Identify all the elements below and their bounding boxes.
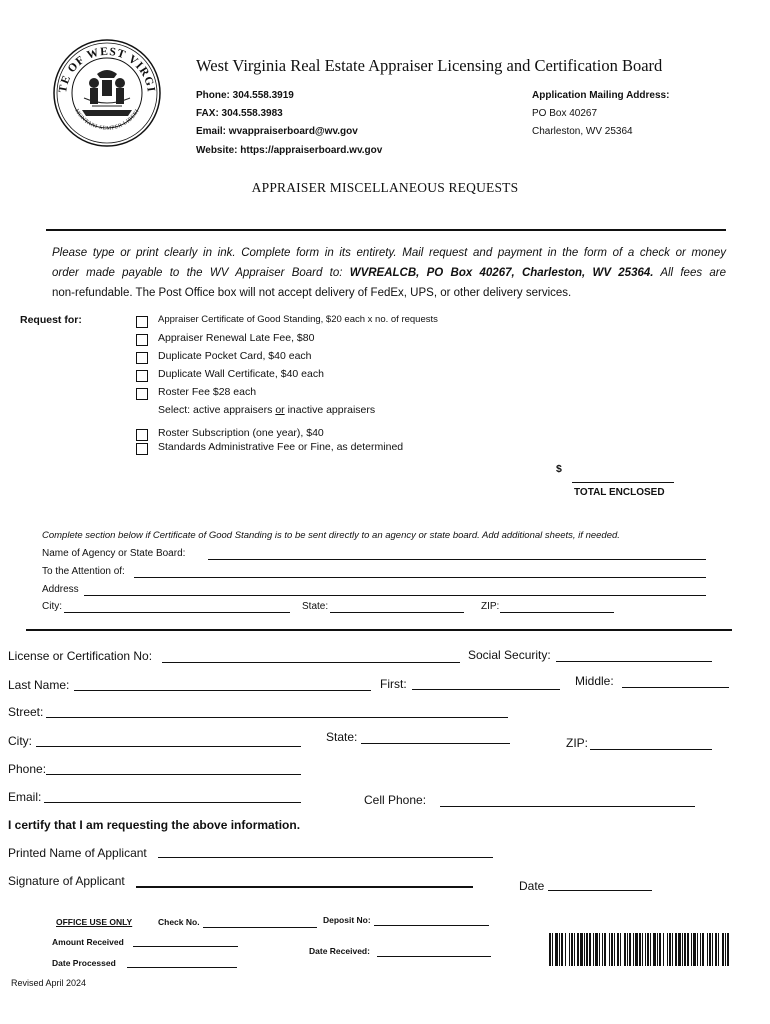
website-text: Website: https://appraiserboard.wv.gov <box>196 145 383 156</box>
barcode-bar <box>595 933 598 966</box>
seal-motto: MONTANI SEMPER LIBERI <box>73 108 141 132</box>
agency-divider <box>26 629 732 631</box>
checkbox-duplicate-wall-certificate[interactable] <box>136 370 148 382</box>
barcode-bar <box>718 933 719 966</box>
agency-zip-label: ZIP: <box>481 601 500 612</box>
state-seal <box>52 38 162 148</box>
barcode-bar <box>709 933 711 966</box>
barcode-bar <box>657 933 658 966</box>
instructions-line3: non-refundable. The Post Office box will not accept delivery of FedEx, UPS, or other delivery services. <box>52 287 572 299</box>
instructions-line2 <box>52 263 726 283</box>
agency-city-field[interactable] <box>64 612 290 613</box>
printed-name-label: Printed Name of Applicant <box>8 846 147 860</box>
mailing-address-line1: PO Box 40267 <box>532 108 598 119</box>
barcode-bar <box>682 933 683 966</box>
roster-select-text <box>158 404 375 416</box>
barcode-bar <box>555 933 558 966</box>
phone-text: Phone: 304.558.3919 <box>196 90 294 101</box>
total-enclosed-field[interactable] <box>572 482 674 483</box>
roster-select-prefix: Select: active appraisers <box>158 404 276 416</box>
request-for-label: Request for: <box>20 314 82 326</box>
agency-state-field[interactable] <box>330 612 464 613</box>
barcode-bar <box>697 933 698 966</box>
agency-address-label: Address <box>42 584 79 595</box>
city-field[interactable] <box>36 746 301 747</box>
barcode-bar <box>571 933 573 966</box>
barcode-bar <box>627 933 628 966</box>
mailing-address-line2: Charleston, WV 25364 <box>532 126 633 137</box>
barcode-bar <box>675 933 677 966</box>
barcode-bar <box>653 933 656 966</box>
city-label: City: <box>8 734 32 748</box>
date-received-label: Date Received: <box>309 946 370 956</box>
org-title: West Virginia Real Estate Appraiser Licensing and Certification Board <box>196 56 663 75</box>
phone-label: Phone: <box>8 762 47 776</box>
barcode-bar <box>659 933 661 966</box>
attention-field[interactable] <box>134 577 706 578</box>
barcode-bar <box>602 933 603 966</box>
barcode-bar <box>614 933 615 966</box>
option-certificate-good-standing: Appraiser Certificate of Good Standing, $20 each x no. of requests <box>158 314 438 325</box>
email-field[interactable] <box>44 802 301 803</box>
email-label: Email: <box>8 790 42 804</box>
option-roster-fee: Roster Fee $28 each <box>158 386 257 398</box>
street-label: Street: <box>8 705 44 719</box>
signature-label: Signature of Applicant <box>8 874 125 888</box>
date-processed-field[interactable] <box>127 967 237 968</box>
date-label: Date <box>519 879 545 893</box>
check-no-field[interactable] <box>203 927 317 928</box>
barcode-bar <box>565 933 566 966</box>
amount-received-label: Amount Received <box>52 937 124 947</box>
date-received-field[interactable] <box>377 956 491 957</box>
agency-city-label: City: <box>42 601 62 612</box>
state-field[interactable] <box>361 743 510 744</box>
roster-select-or: or <box>275 404 285 416</box>
deposit-no-field[interactable] <box>374 925 489 926</box>
barcode-bar <box>715 933 717 966</box>
barcode-bar <box>650 933 651 966</box>
barcode-icon <box>549 933 731 966</box>
barcode-bar <box>639 933 641 966</box>
dollar-sign: $ <box>556 463 562 475</box>
barcode-bar <box>617 933 619 966</box>
barcode-bar <box>633 933 634 966</box>
signature-field[interactable] <box>136 886 473 888</box>
barcode-bar <box>727 933 729 966</box>
printed-name-field[interactable] <box>158 857 493 858</box>
title-divider <box>46 229 726 231</box>
phone-field[interactable] <box>46 774 301 775</box>
barcode-bar <box>663 933 664 966</box>
date-field[interactable] <box>548 890 652 891</box>
barcode-bar <box>684 933 686 966</box>
middle-name-field[interactable] <box>622 687 729 688</box>
email-text: Email: wvappraiserboard@wv.gov <box>196 126 358 137</box>
mail-to-address: WVREALCB, PO Box 40267, Charleston, WV 25364. <box>349 267 654 279</box>
zip-label: ZIP: <box>566 736 589 750</box>
last-name-label: Last Name: <box>8 678 70 692</box>
form-title: APPRAISER MISCELLANEOUS REQUESTS <box>251 180 519 195</box>
option-roster-subscription: Roster Subscription (one year), $40 <box>158 427 324 439</box>
barcode-bar <box>693 933 696 966</box>
barcode-bar <box>569 933 570 966</box>
barcode-bar <box>624 933 626 966</box>
last-name-field[interactable] <box>74 690 371 691</box>
barcode-bar <box>629 933 631 966</box>
barcode-bar <box>691 933 692 966</box>
barcode-bar <box>672 933 673 966</box>
barcode-bar <box>722 933 724 966</box>
barcode-bar <box>549 933 551 966</box>
first-name-label: First: <box>380 677 407 691</box>
barcode-bar <box>611 933 613 966</box>
checkbox-roster-subscription[interactable] <box>136 429 148 441</box>
barcode-bar <box>584 933 585 966</box>
barcode-bar <box>700 933 701 966</box>
barcode-bar <box>669 933 671 966</box>
option-standards-fee: Standards Administrative Fee or Fine, as determined <box>158 441 404 453</box>
total-enclosed-label: TOTAL ENCLOSED <box>574 487 665 498</box>
ssn-field[interactable] <box>556 661 712 662</box>
agency-state-label: State: <box>302 601 329 612</box>
instructions-line2-text: order made payable to the WV Appraiser Board to: <box>52 267 350 279</box>
barcode-bar <box>642 933 643 966</box>
barcode-bar <box>552 933 553 966</box>
option-duplicate-pocket-card: Duplicate Pocket Card, $40 each <box>158 350 312 362</box>
barcode-bar <box>586 933 588 966</box>
option-renewal-late-fee: Appraiser Renewal Late Fee, $80 <box>158 332 315 344</box>
instructions <box>52 243 726 303</box>
barcode-bar <box>599 933 600 966</box>
roster-select-suffix: inactive appraisers <box>284 404 376 416</box>
barcode-bar <box>589 933 591 966</box>
date-processed-label: Date Processed <box>52 958 116 968</box>
street-field[interactable] <box>46 717 508 718</box>
barcode-bar <box>645 933 646 966</box>
middle-name-label: Middle: <box>575 674 614 688</box>
agency-name-field[interactable] <box>208 559 706 560</box>
barcode-bar <box>702 933 704 966</box>
deposit-no-label: Deposit No: <box>323 915 371 925</box>
instructions-line1: Please type or print clearly in ink. Complete form in its entirety. Mail request and payment in the form of a check or money <box>52 247 726 259</box>
office-use-label: OFFICE USE ONLY <box>56 917 133 927</box>
agency-note: Complete section below if Certificate of Good Standing is to be sent directly to an agency or state board. Add additional sheets, if needed. <box>42 530 620 541</box>
barcode-bar <box>593 933 594 966</box>
barcode-bar <box>574 933 575 966</box>
ssn-label: Social Security: <box>468 648 551 662</box>
barcode-bar <box>577 933 579 966</box>
amount-received-field[interactable] <box>133 946 238 947</box>
agency-address-field[interactable] <box>84 595 706 596</box>
license-field[interactable] <box>162 662 460 663</box>
barcode-bar <box>678 933 681 966</box>
barcode-bar <box>707 933 708 966</box>
barcode-bar <box>561 933 563 966</box>
agency-zip-field[interactable] <box>500 612 614 613</box>
checkbox-roster-fee[interactable] <box>136 388 148 400</box>
barcode-bar <box>725 933 726 966</box>
instructions-line2-end: All fees are <box>653 267 726 279</box>
state-label: State: <box>326 730 358 744</box>
zip-field[interactable] <box>590 749 712 750</box>
option-duplicate-wall-certificate: Duplicate Wall Certificate, $40 each <box>158 368 324 380</box>
barcode-bar <box>604 933 606 966</box>
checkbox-renewal-late-fee[interactable] <box>136 334 148 346</box>
barcode-bar <box>647 933 649 966</box>
checkbox-duplicate-pocket-card[interactable] <box>136 352 148 364</box>
barcode <box>549 933 731 966</box>
barcode-bar <box>609 933 610 966</box>
certify-statement: I certify that I am requesting the above information. <box>8 818 301 832</box>
barcode-bar <box>667 933 668 966</box>
barcode-bar <box>635 933 638 966</box>
checkbox-certificate-good-standing[interactable] <box>136 316 148 328</box>
revised-date: Revised April 2024 <box>11 978 87 988</box>
agency-name-label: Name of Agency or State Board: <box>42 548 186 559</box>
license-label: License or Certification No: <box>8 649 153 663</box>
seal-icon <box>52 38 162 148</box>
checkbox-standards-fee[interactable] <box>136 443 148 455</box>
cell-phone-field[interactable] <box>440 806 695 807</box>
barcode-bar <box>580 933 583 966</box>
attention-label: To the Attention of: <box>42 566 125 577</box>
check-no-label: Check No. <box>158 917 200 927</box>
barcode-bar <box>620 933 621 966</box>
barcode-bar <box>559 933 560 966</box>
seal-top-text: TE OF WEST VIRGI <box>56 45 157 94</box>
mailing-address-label: Application Mailing Address: <box>532 90 670 101</box>
cell-phone-label: Cell Phone: <box>364 793 427 807</box>
fax-text: FAX: 304.558.3983 <box>196 108 283 119</box>
barcode-bar <box>712 933 713 966</box>
first-name-field[interactable] <box>412 689 560 690</box>
barcode-bar <box>687 933 689 966</box>
